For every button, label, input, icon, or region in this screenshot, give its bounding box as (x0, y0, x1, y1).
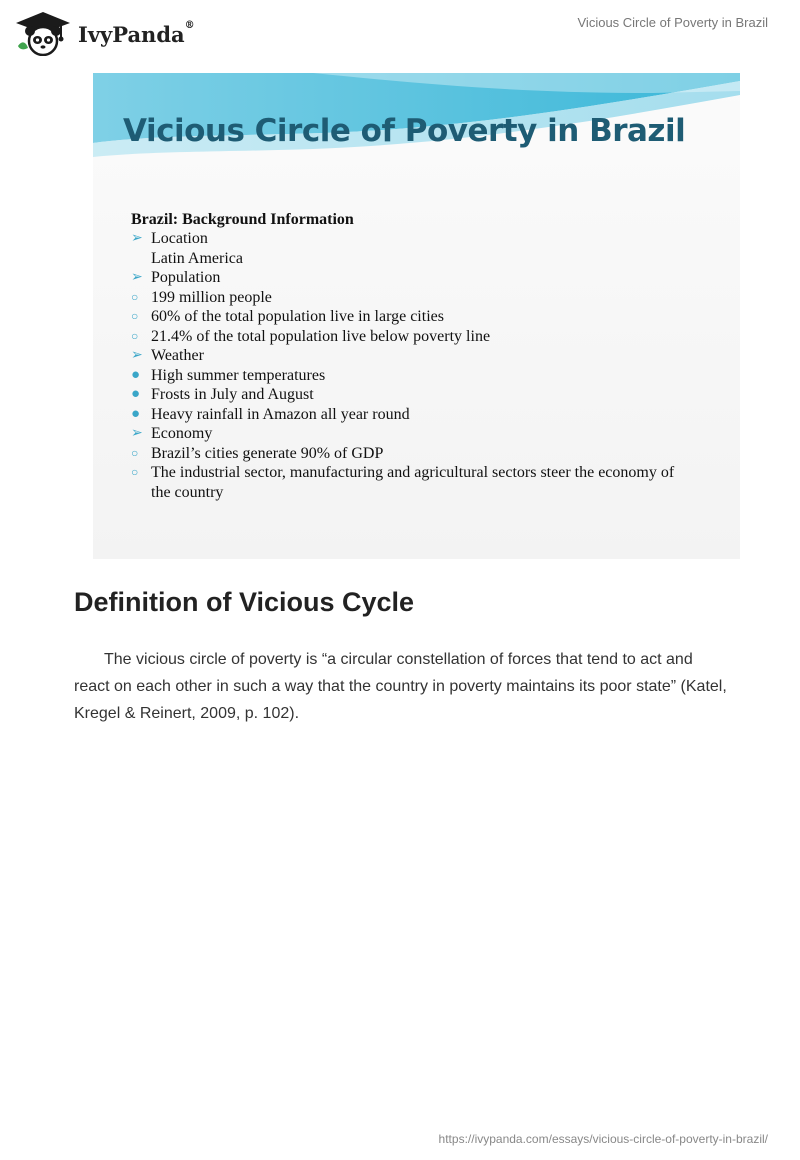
arrow-bullet-icon: ➢ (131, 231, 143, 246)
slide-list-item-text: 60% of the total population live in large cities (151, 308, 444, 325)
slide-list-item (131, 327, 691, 347)
section-title: Definition of Vicious Cycle (74, 587, 415, 617)
slide-list-item-text: High summer temperatures (151, 366, 326, 384)
slide-list-item (131, 424, 691, 444)
slide-list-item-text: Latin America (151, 249, 243, 267)
dot-bullet-icon: ● (131, 405, 141, 422)
slide-list-item-text: Heavy rainfall in Amazon all year round (151, 405, 410, 423)
slide-list-item-text: 21.4% of the total population live below poverty line (151, 327, 491, 345)
slide-bullet-list (131, 229, 691, 502)
slide-title: Vicious Circle of Poverty in Brazil (123, 113, 686, 149)
slide-list-item (131, 405, 691, 425)
slide-list-item-text: Frosts in July and August (151, 386, 314, 403)
circle-bullet-icon: ○ (131, 309, 139, 323)
arrow-bullet-icon: ➢ (131, 426, 143, 441)
slide-list-item-text: Economy (151, 425, 213, 442)
dot-bullet-icon: ● (131, 366, 141, 383)
slide-list-item-text: 199 million people (151, 288, 272, 306)
slide-list-item (131, 366, 691, 386)
slide-list-item (131, 288, 691, 308)
circle-bullet-icon: ○ (131, 328, 139, 343)
body-paragraph: The vicious circle of poverty is “a circular constellation of forces that tend to act and react on each other in such a way that the country in poverty maintains its poor state” (Katel, Kregel & Reinert, 2009, p. 102). (74, 651, 727, 722)
slide-list-item-text: Population (151, 269, 221, 286)
panda-graduate-icon (14, 10, 72, 56)
circle-bullet-icon: ○ (131, 445, 139, 460)
slide-list-item (131, 346, 691, 366)
dot-bullet-icon: ● (131, 386, 141, 402)
slide-list-item (131, 268, 691, 288)
circle-bullet-icon: ○ (131, 465, 139, 479)
slide-list-item-text: Location (151, 230, 208, 247)
arrow-bullet-icon: ➢ (131, 270, 143, 285)
slide-list-item-text: The industrial sector, manufacturing and agricultural sectors steer the economy of the country (151, 464, 675, 501)
slide-list-item (131, 444, 691, 464)
brand-name: IvyPanda® (78, 19, 195, 47)
slide-heading: Brazil: Background Information (131, 211, 354, 228)
slide-image (93, 73, 740, 559)
slide-list-item-text: Weather (151, 347, 204, 364)
footer-url[interactable]: https://ivypanda.com/essays/vicious-circle-of-poverty-in-brazil/ (438, 1132, 768, 1146)
document-title-header: Vicious Circle of Poverty in Brazil (577, 15, 768, 30)
arrow-bullet-icon: ➢ (131, 348, 143, 363)
ivypanda-logo[interactable] (14, 10, 195, 56)
slide-list-item (131, 229, 691, 249)
slide-list-item-text: Brazil’s cities generate 90% of GDP (151, 444, 384, 462)
slide-list-item (131, 463, 691, 502)
slide-list-item (131, 307, 691, 327)
circle-bullet-icon: ○ (131, 289, 139, 304)
slide-list-item (131, 249, 691, 269)
slide-list-item (131, 385, 691, 405)
